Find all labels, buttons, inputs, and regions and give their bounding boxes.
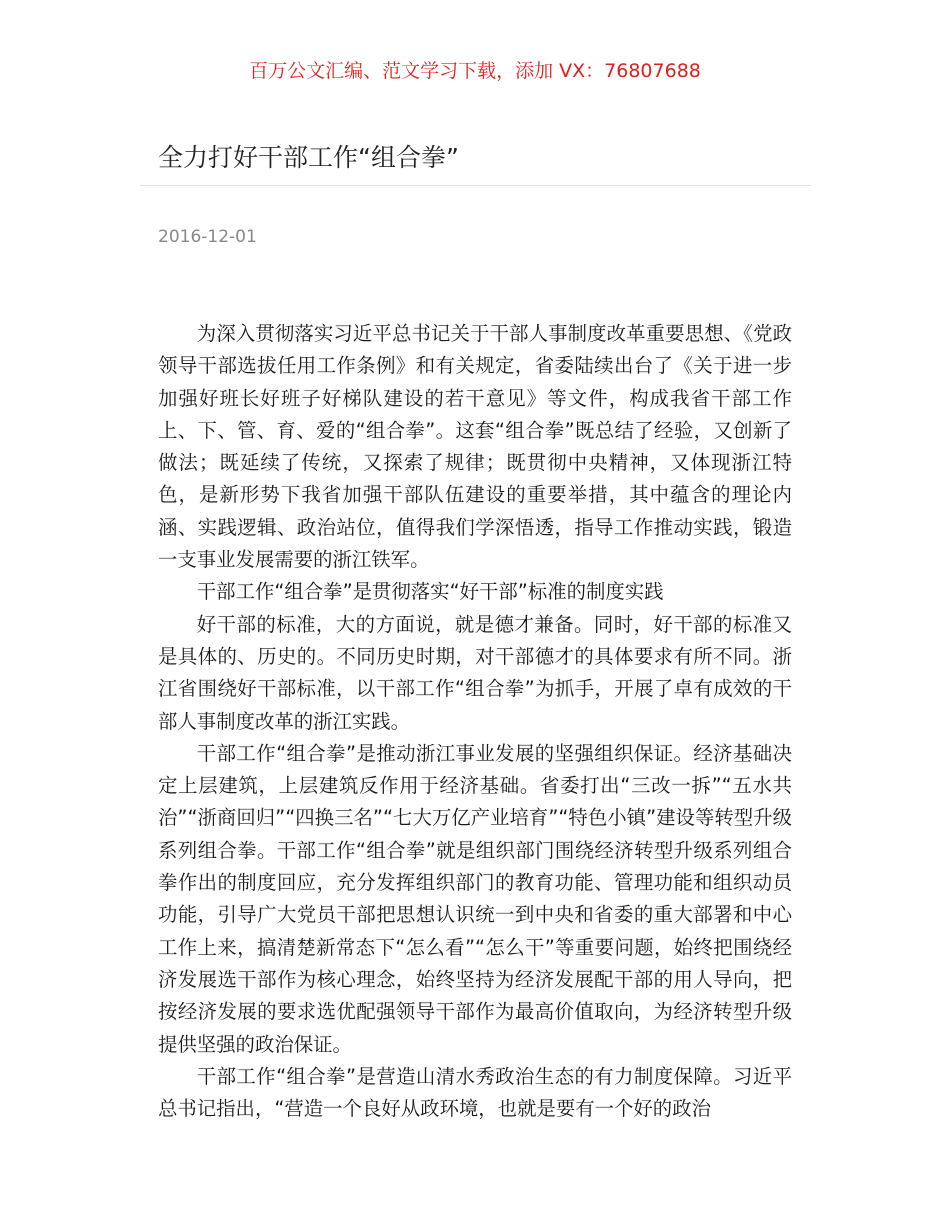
article-paragraph-intro: 为深入贯彻落实习近平总书记关于干部人事制度改革重要思想、《党政领导干部选拔任用工作条例》和有关规定，省委陆续出台了《关于进一步加强好班长好班子好梯队建设的若干意见》等文件，构成我省干部工作上、下、管、育、爱的“组合拳”。这套“组合拳”既总结了经验，又创新了做法；既延续了传统，又探索了规律；既贯彻中央精神，又体现浙江特色，是新形势下我省加强干部队伍建设的重要举措，其中蕴含的理论内涵、实践逻辑、政治站位，值得我们学深悟透，指导工作推动实践，锻造一支事业发展需要的浙江铁军。 — [158, 322, 792, 572]
article-body — [158, 318, 792, 1125]
article-title: 全力打好干部工作“组合拳” — [158, 143, 459, 172]
article-paragraph: 干部工作“组合拳”是推动浙江事业发展的坚强组织保证。经济基础决定上层建筑，上层建筑反作用于经济基础。省委打出“三改一拆”“五水共治”“浙商回归”“四换三名”“七大万亿产业培育”“特色小镇”建设等转型升级系列组合拳。干部工作“组合拳”就是组织部门围绕经济转型升级系列组合拳作出的制度回应，充分发挥组织部门的教育功能、管理功能和组织动员功能，引导广大党员干部把思想认识统一到中央和省委的重大部署和中心工作上来，搞清楚新常态下“怎么看”“怎么干”等重要问题，始终把围绕经济发展选干部作为核心理念，始终坚持为经济发展配干部的用人导向，把按经济发展的要求选优配强领导干部作为最高价值取向，为经济转型升级提供坚强的政治保证。 — [158, 741, 792, 1056]
publish-date: 2016-12-01 — [158, 227, 257, 247]
article-paragraph: 干部工作“组合拳”是营造山清水秀政治生态的有力制度保障。习近平总书记指出，“营造一个良好从政环境，也就是要有一个好的政治 — [158, 1064, 792, 1121]
article-paragraph: 好干部的标准，大的方面说，就是德才兼备。同时，好干部的标准又是具体的、历史的。不同历史时期，对干部德才的具体要求有所不同。浙江省围绕好干部标准，以干部工作“组合拳”为抓手，开展了卓有成效的干部人事制度改革的浙江实践。 — [158, 612, 792, 733]
title-divider — [140, 185, 811, 186]
article-section-heading: 干部工作“组合拳”是贯彻落实“好干部”标准的制度实践 — [196, 580, 664, 604]
download-banner: 百万公文汇编、范文学习下载，添加 VX：76807688 — [249, 60, 701, 82]
